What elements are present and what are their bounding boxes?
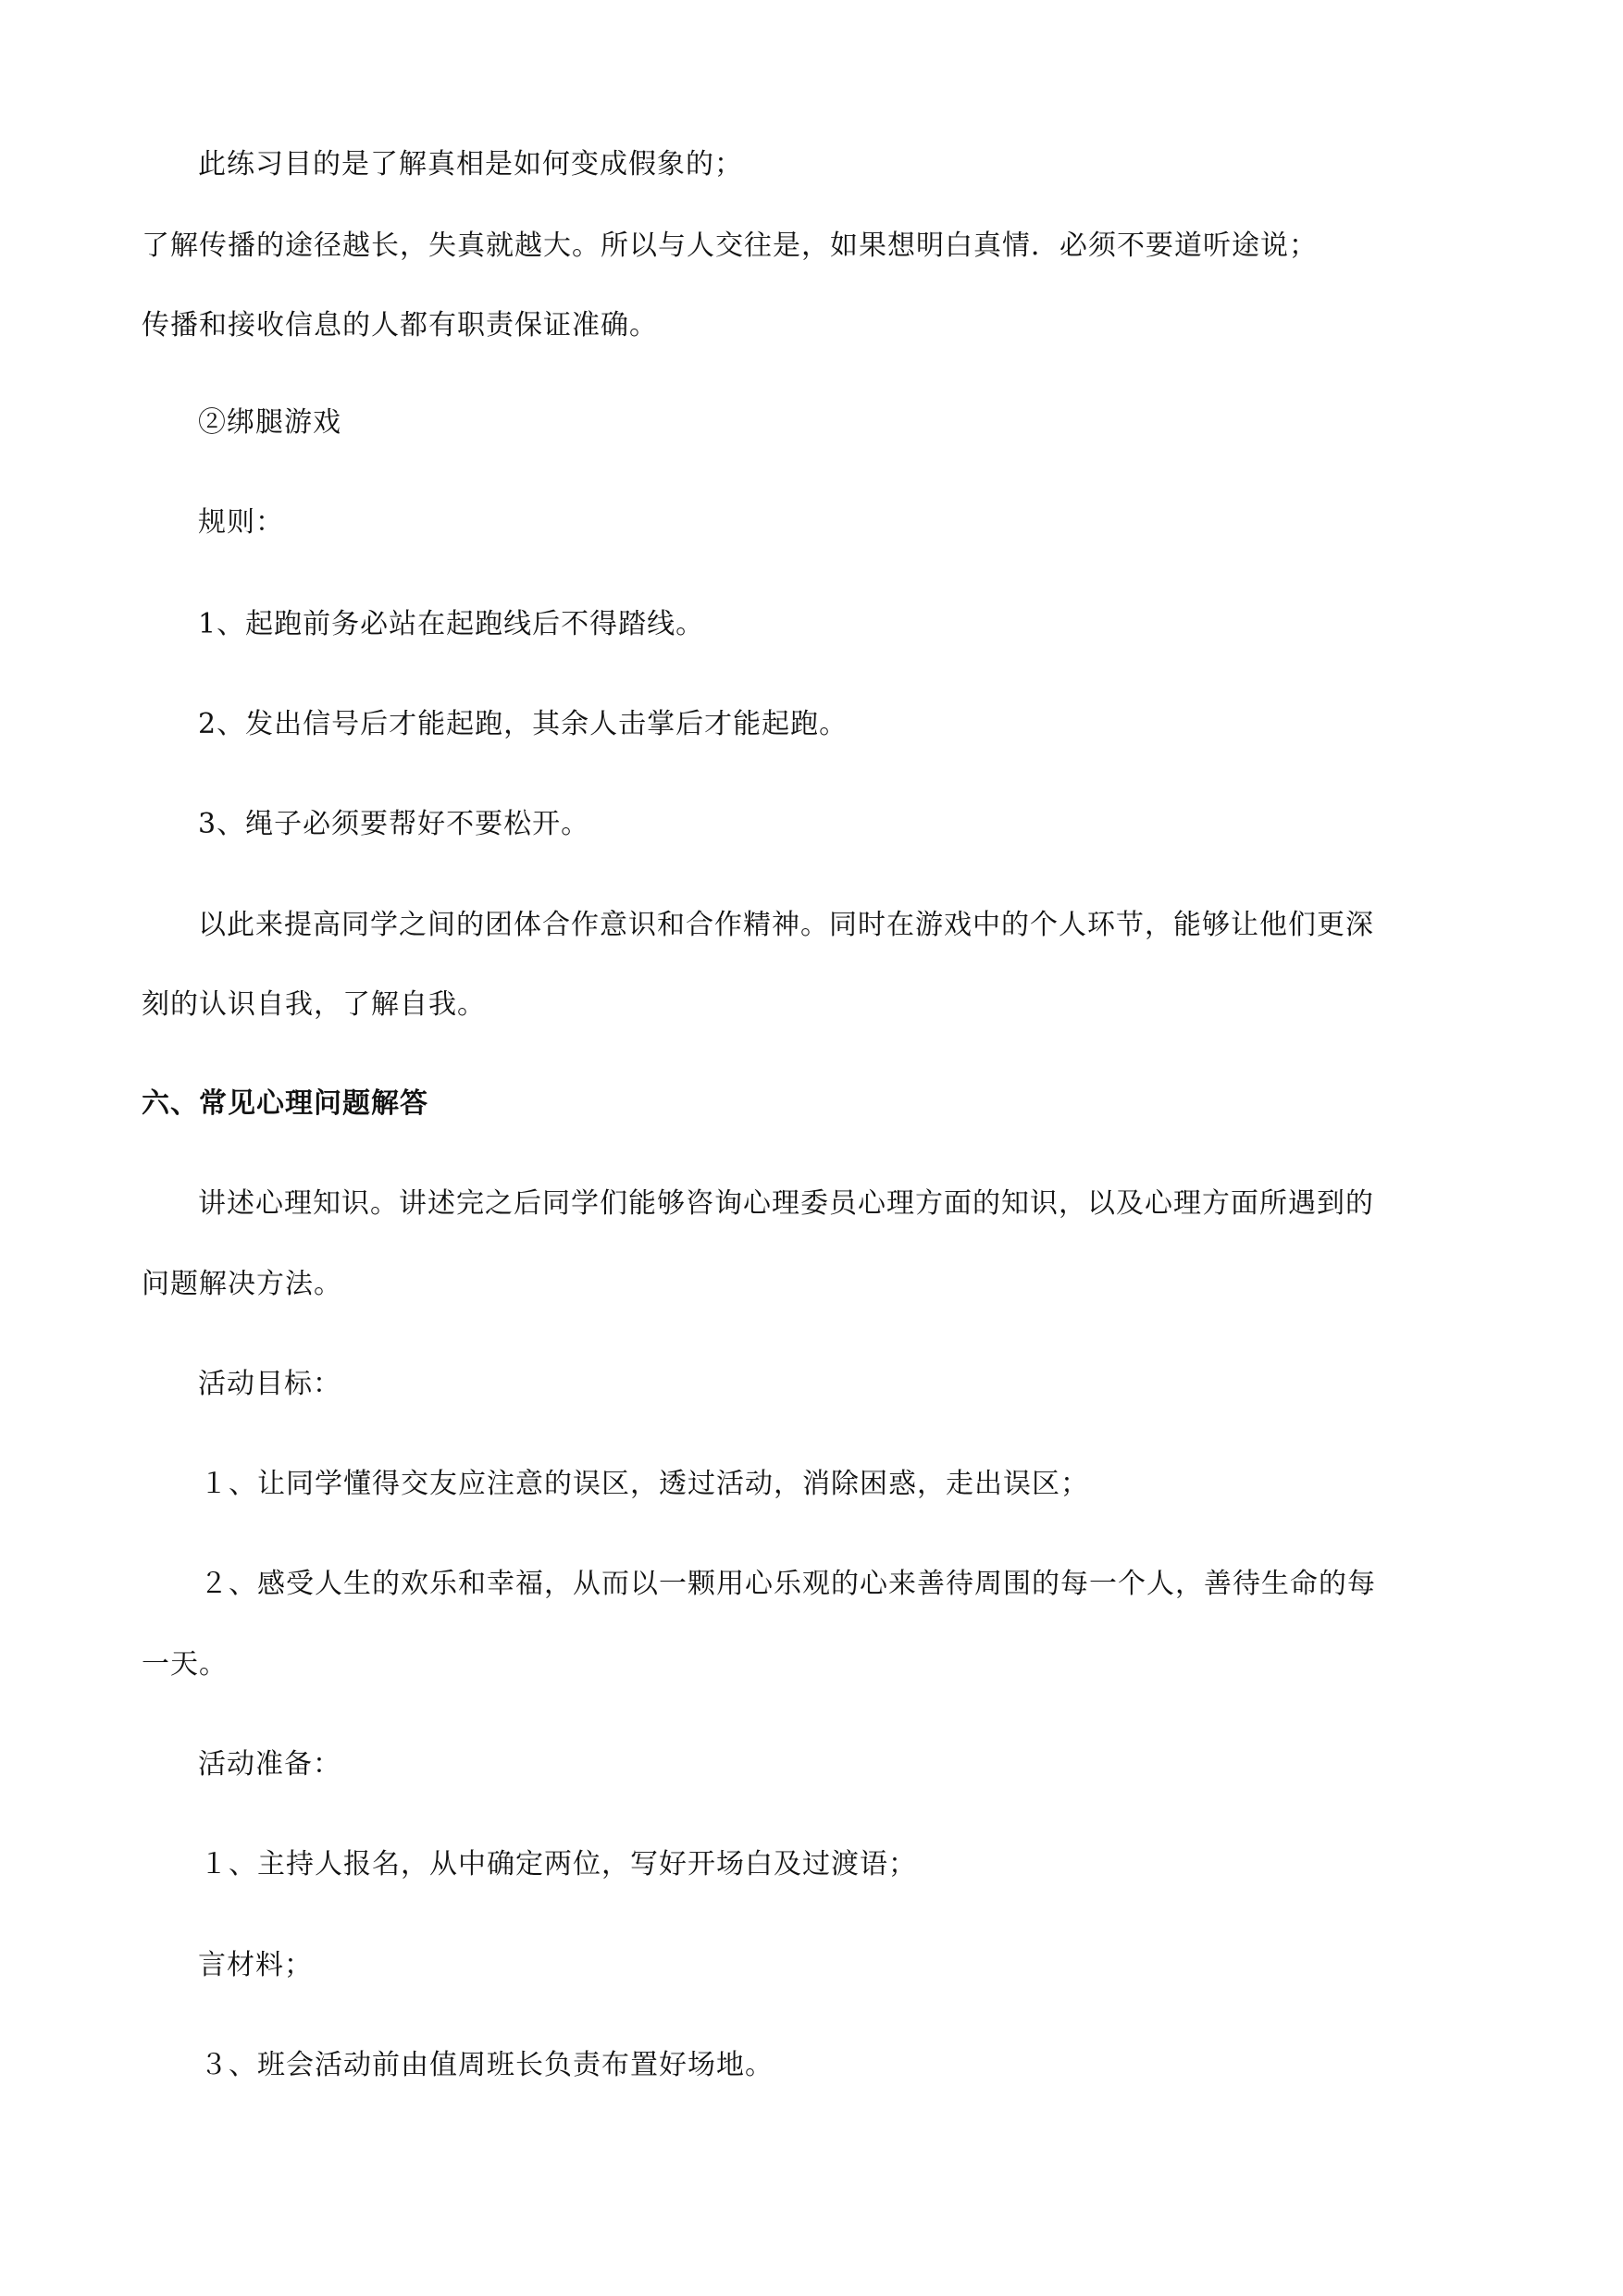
paragraph-line: 传播和接收信息的人都有职责保证准确。 [142, 309, 658, 341]
rules-label: 规则： [198, 506, 284, 539]
preparation-item: １、主持人报名，从中确定两位，写好开场白及过渡语； [200, 1848, 917, 1880]
goal-item: １、让同学懂得交友应注意的误区，透过活动，消除困惑，走出误区； [200, 1468, 1089, 1500]
subheading-game: ②绑腿游戏 [198, 406, 341, 439]
paragraph-line: 以此来提高同学之间的团体合作意识和合作精神。同时在游戏中的个人环节，能够让他们更深 [198, 909, 1374, 941]
goal-item: ２、感受人生的欢乐和幸福，从而以一颗用心乐观的心来善待周围的每一个人，善待生命的每 [200, 1568, 1376, 1600]
rule-item: 1、起跑前务必站在起跑线后不得踏线。 [198, 608, 705, 640]
preparation-label: 活动准备： [198, 1748, 341, 1781]
paragraph-line: 讲述心理知识。讲述完之后同学们能够咨询心理委员心理方面的知识，以及心理方面所遇到的 [198, 1187, 1374, 1220]
paragraph-line: 此练习目的是了解真相是如何变成假象的； [198, 148, 743, 180]
rule-item: 3、绳子必须要帮好不要松开。 [198, 808, 590, 840]
paragraph-line: 刻的认识自我，了解自我。 [142, 988, 486, 1021]
paragraph-line: 了解传播的途径越长，失真就越大。所以与人交往是，如果想明白真情．必须不要道听途说； [142, 230, 1318, 262]
rule-item: 2、发出信号后才能起跑，其余人击掌后才能起跑。 [198, 708, 849, 740]
section-heading: 六、常见心理问题解答 [142, 1087, 428, 1120]
preparation-item: ３、班会活动前由值周班长负责布置好场地。 [200, 2049, 774, 2081]
paragraph-line: 一天。 [142, 1648, 228, 1681]
goals-label: 活动目标： [198, 1368, 341, 1400]
paragraph-line: 问题解决方法。 [142, 1268, 342, 1300]
paragraph-line: 言材料； [198, 1949, 313, 1981]
